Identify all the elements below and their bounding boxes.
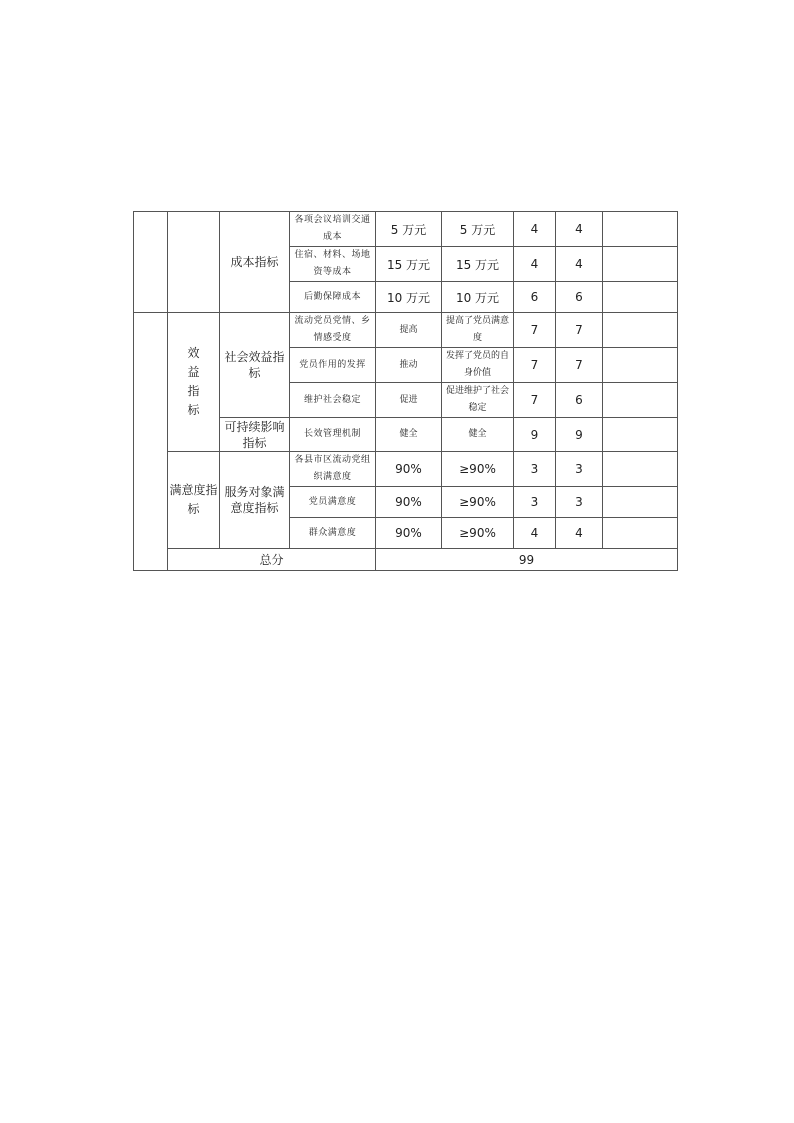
benefit-char: 益 — [187, 365, 200, 379]
score-value: 3 — [556, 452, 603, 487]
actual-value: 发挥了党员的自身价值 — [442, 348, 514, 383]
remark-cell — [603, 487, 678, 518]
weight-value: 7 — [514, 313, 556, 348]
remark-cell — [603, 313, 678, 348]
remark-cell — [603, 282, 678, 313]
table-row — [134, 452, 678, 487]
weight-value: 3 — [514, 487, 556, 518]
score-value: 7 — [556, 348, 603, 383]
weight-value: 7 — [514, 348, 556, 383]
weight-value: 7 — [514, 383, 556, 418]
indicator-cell: 流动党员党情、乡情感受度 — [290, 313, 376, 348]
remark-cell — [603, 418, 678, 452]
weight-value: 6 — [514, 282, 556, 313]
actual-value: 促进维护了社会稳定 — [442, 383, 514, 418]
indicator-cell: 各县市区流动党组织满意度 — [290, 452, 376, 487]
indicator-cell: 党员作用的发挥 — [290, 348, 376, 383]
indicator-cell: 长效管理机制 — [290, 418, 376, 452]
weight-value: 4 — [514, 212, 556, 247]
indicator-cell: 住宿、材料、场地资等成本 — [290, 247, 376, 282]
actual-value: 健全 — [442, 418, 514, 452]
remark-cell — [603, 452, 678, 487]
actual-value: ≥90% — [442, 487, 514, 518]
target-value: 10 万元 — [376, 282, 442, 313]
target-value: 90% — [376, 452, 442, 487]
weight-value: 3 — [514, 452, 556, 487]
level1-cell-empty — [134, 212, 168, 313]
indicator-cell: 群众满意度 — [290, 518, 376, 549]
score-value: 4 — [556, 518, 603, 549]
remark-cell — [603, 212, 678, 247]
weight-value: 4 — [514, 518, 556, 549]
target-value: 推动 — [376, 348, 442, 383]
indicator-cell: 维护社会稳定 — [290, 383, 376, 418]
weight-value: 9 — [514, 418, 556, 452]
level2-social-label: 社会效益指标 — [220, 313, 290, 418]
table-row — [134, 313, 678, 348]
target-value: 促进 — [376, 383, 442, 418]
actual-value: 15 万元 — [442, 247, 514, 282]
target-value: 90% — [376, 487, 442, 518]
performance-indicator-table — [133, 211, 678, 571]
remark-cell — [603, 518, 678, 549]
weight-value: 4 — [514, 247, 556, 282]
indicator-cell: 各项会议培训交通成本 — [290, 212, 376, 247]
level1-cell-empty — [134, 313, 168, 571]
target-value: 5 万元 — [376, 212, 442, 247]
remark-cell — [603, 247, 678, 282]
score-value: 6 — [556, 282, 603, 313]
level1-benefit-label — [168, 313, 220, 452]
actual-value: 10 万元 — [442, 282, 514, 313]
indicator-cell: 党员满意度 — [290, 487, 376, 518]
level2-sustain-label: 可持续影响指标 — [220, 418, 290, 452]
level2-cost-label: 成本指标 — [220, 212, 290, 313]
target-value: 90% — [376, 518, 442, 549]
target-value: 15 万元 — [376, 247, 442, 282]
level1-satisfaction-label: 满意度指标 — [168, 452, 220, 549]
benefit-char: 标 — [187, 403, 200, 417]
target-value: 健全 — [376, 418, 442, 452]
benefit-char: 效 — [187, 346, 200, 360]
total-label: 总分 — [168, 549, 376, 571]
score-value: 7 — [556, 313, 603, 348]
target-value: 提高 — [376, 313, 442, 348]
level1-cost-cell — [168, 212, 220, 313]
actual-value: ≥90% — [442, 452, 514, 487]
remark-cell — [603, 348, 678, 383]
remark-cell — [603, 383, 678, 418]
level2-satisfaction-label: 服务对象满意度指标 — [220, 452, 290, 549]
total-row — [134, 549, 678, 571]
score-value: 9 — [556, 418, 603, 452]
total-value: 99 — [376, 549, 678, 571]
benefit-char: 指 — [187, 384, 200, 398]
score-value: 4 — [556, 247, 603, 282]
actual-value: 5 万元 — [442, 212, 514, 247]
score-value: 3 — [556, 487, 603, 518]
indicator-cell: 后勤保障成本 — [290, 282, 376, 313]
actual-value: ≥90% — [442, 518, 514, 549]
score-value: 4 — [556, 212, 603, 247]
actual-value: 提高了党员满意度 — [442, 313, 514, 348]
score-value: 6 — [556, 383, 603, 418]
table-row — [134, 212, 678, 247]
